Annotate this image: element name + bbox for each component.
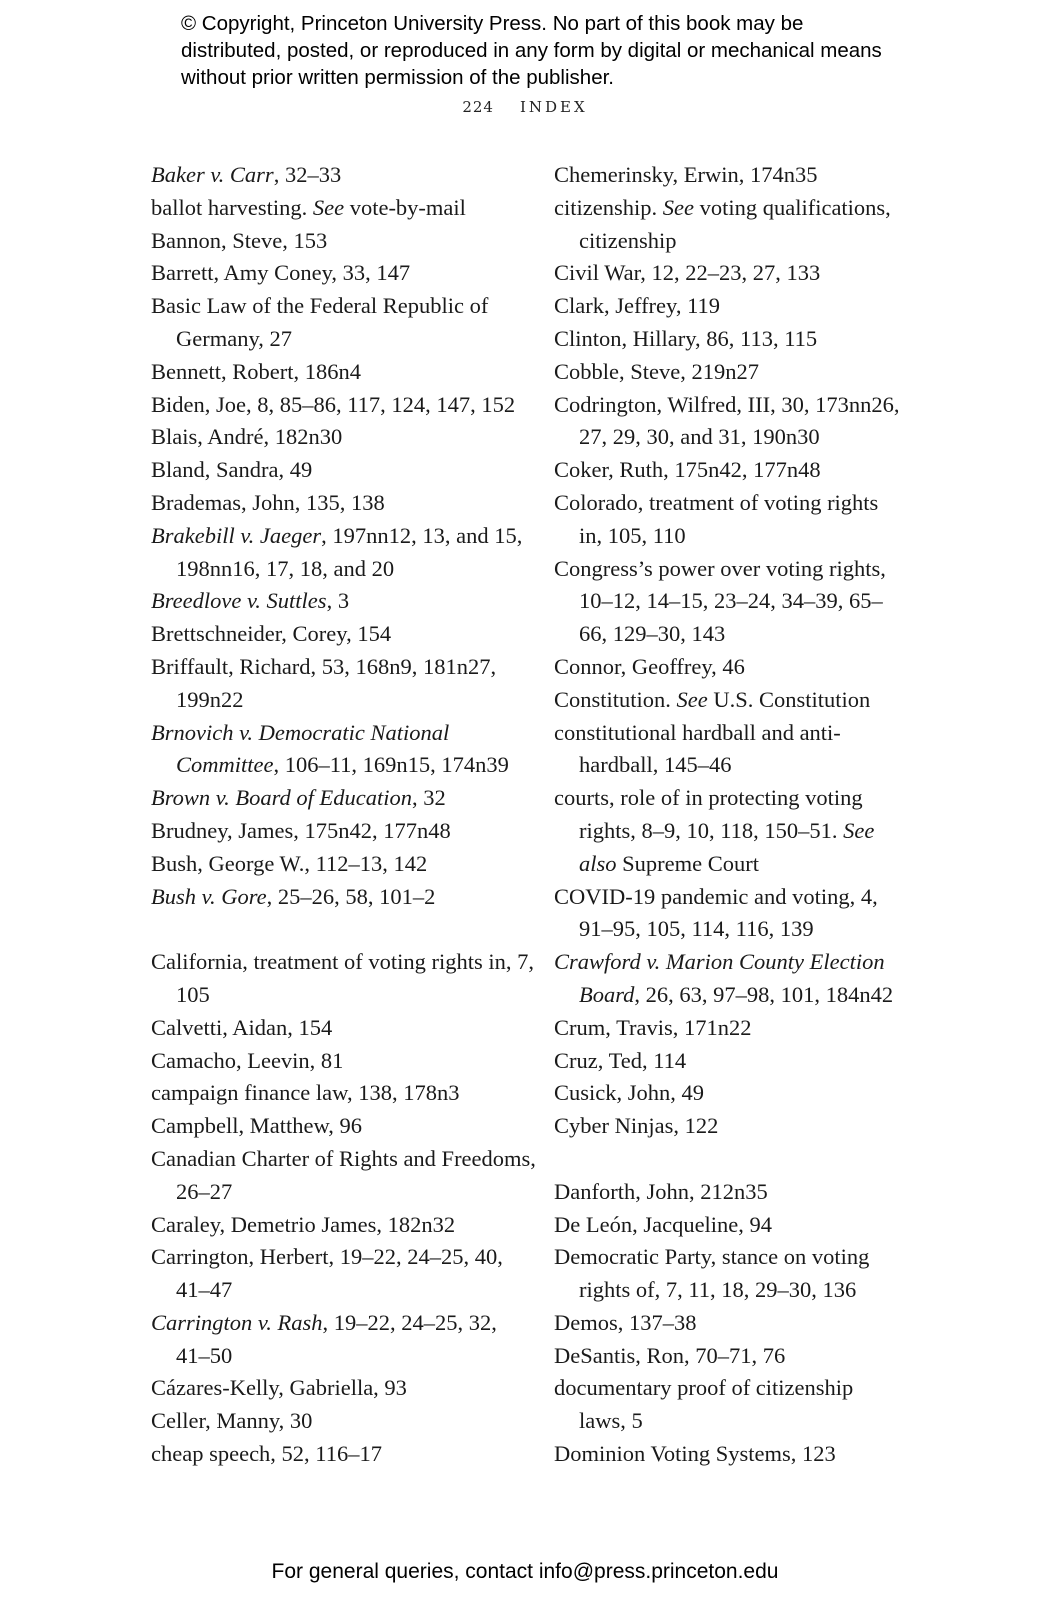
entry-text: Brudney, James, 175n42, 177n48 [151, 817, 451, 843]
entry-text: Chemerinsky, Erwin, 174n35 [554, 162, 818, 187]
index-entry [554, 717, 904, 783]
index-entry [151, 1307, 536, 1373]
index-entry [151, 1077, 536, 1110]
entry-text: Cusick, John, 49 [554, 1080, 705, 1106]
entry-text: COVID-19 pandemic and voting, 4, 91–95, 105, 114, 116, 139 [554, 883, 878, 942]
entry-text: Congress’s power over voting rights, 10–12, 14–15, 23–24, 34–39, 65–66, 129–30, 143 [554, 555, 886, 647]
index-entry [151, 1012, 536, 1045]
entry-text: Democratic Party, stance on voting rights of, 7, 11, 18, 29–30, 136 [554, 1244, 870, 1303]
case-name: Baker v. Carr [151, 162, 274, 187]
index-entry [151, 257, 536, 290]
running-head [0, 98, 1050, 116]
index-entry [554, 192, 904, 258]
index-entry [151, 585, 536, 618]
case-name: Brown v. Board of Education [151, 785, 413, 811]
index-entry [554, 454, 904, 487]
index-entry [151, 1143, 536, 1209]
index-entry [554, 159, 904, 192]
entry-text: courts, role of in protecting voting rights, 8–9, 10, 118, 150–51. [554, 785, 863, 843]
entry-text: Brademas, John, 135, 138 [151, 489, 385, 515]
cross-reference-label: See also [579, 817, 875, 876]
index-entry [151, 815, 536, 848]
entry-text: Cruz, Ted, 114 [554, 1047, 687, 1073]
index-entry [554, 1110, 904, 1143]
index-entry [151, 1438, 536, 1471]
index-entry [151, 192, 536, 225]
index-entry [151, 1045, 536, 1078]
entry-text: Biden, Joe, 8, 85–86, 117, 124, 147, 152 [151, 391, 516, 417]
index-entry [554, 1372, 904, 1438]
index-column-right [554, 159, 904, 1471]
index-entry [554, 1340, 904, 1373]
index-entry [554, 946, 904, 1012]
entry-text: Civil War, 12, 22–23, 27, 133 [554, 260, 821, 286]
entry-text: Clinton, Hillary, 86, 113, 115 [554, 325, 818, 351]
entry-text: DeSantis, Ron, 70–71, 76 [554, 1342, 786, 1368]
entry-text: , 32 [412, 785, 446, 811]
index-entry [151, 782, 536, 815]
cross-reference-label: See [662, 194, 694, 220]
entry-text: Cyber Ninjas, 122 [554, 1113, 719, 1139]
index-entry [554, 651, 904, 684]
index-entry [554, 1077, 904, 1110]
page-number: 224 [462, 98, 494, 116]
entry-text: Danforth, John, 212n35 [554, 1178, 768, 1204]
entry-text: documentary proof of citizenship laws, 5 [554, 1375, 854, 1434]
entry-text: Crum, Travis, 171n22 [554, 1014, 752, 1040]
entry-text: Coker, Ruth, 175n42, 177n48 [554, 457, 821, 483]
index-entry [151, 389, 536, 422]
index-entry [554, 1209, 904, 1242]
entry-text: cheap speech, 52, 116–17 [151, 1441, 382, 1467]
entry-text: constitutional hardball and anti-hardball, 145–46 [554, 719, 841, 778]
index-entry [554, 1307, 904, 1340]
entry-text: Campbell, Matthew, 96 [151, 1113, 363, 1139]
index-entry [554, 1176, 904, 1209]
index-entry [151, 1209, 536, 1242]
entry-text: Dominion Voting Systems, 123 [554, 1441, 836, 1467]
index-entry [554, 323, 904, 356]
entry-text: Connor, Geoffrey, 46 [554, 653, 745, 679]
index-entry [554, 553, 904, 651]
case-name: Carrington v. Rash [151, 1309, 323, 1335]
entry-text: , 25–26, 58, 101–2 [266, 883, 436, 909]
entry-text: Briffault, Richard, 53, 168n9, 181n27, 199n22 [151, 653, 497, 712]
cross-reference-target: U.S. Constitution [707, 686, 871, 712]
case-name: Brakebill v. Jaeger [151, 522, 322, 548]
index-entry [554, 389, 904, 455]
entry-text: Constitution. [554, 686, 677, 712]
entry-text: Cobble, Steve, 219n27 [554, 358, 759, 384]
index-entry [151, 1110, 536, 1143]
case-name: Breedlove v. Suttles [151, 588, 327, 614]
index-entry [554, 684, 904, 717]
index-entry [151, 881, 536, 914]
entry-text: ballot harvesting. [151, 194, 313, 220]
entry-text: , 106–11, 169n15, 174n39 [273, 752, 509, 778]
cross-reference-target: vote-by-mail [344, 194, 466, 220]
entry-text: Bannon, Steve, 153 [151, 227, 328, 253]
index-entry [151, 520, 536, 586]
index-entry [151, 356, 536, 389]
entry-text: Bennett, Robert, 186n4 [151, 358, 361, 384]
entry-text: , 3 [326, 588, 350, 614]
index-entry [151, 290, 536, 356]
index-entry [554, 356, 904, 389]
entry-text: campaign finance law, 138, 178n3 [151, 1080, 460, 1106]
case-name: Brnovich v. Democratic National Committee [151, 719, 450, 778]
entry-text: , 19–22, 24–25, 32, 41–50 [176, 1309, 497, 1368]
index-entry [554, 1438, 904, 1471]
case-name: Bush v. Gore [151, 883, 267, 909]
entry-text: Barrett, Amy Coney, 33, 147 [151, 260, 411, 286]
index-entry [151, 1372, 536, 1405]
entry-text: Celler, Manny, 30 [151, 1408, 313, 1434]
entry-text: Bush, George W., 112–13, 142 [151, 850, 428, 876]
entry-text: Cázares-Kelly, Gabriella, 93 [151, 1375, 407, 1401]
index-entry [151, 1241, 536, 1307]
case-name: Crawford v. Marion County Election Board [554, 949, 885, 1007]
entry-text: , 26, 63, 97–98, 101, 184n42 [634, 981, 894, 1007]
entry-text: Codrington, Wilfred, III, 30, 173nn26, 27, 29, 30, and 31, 190n30 [554, 391, 900, 450]
entry-text: Bland, Sandra, 49 [151, 457, 313, 483]
index-entry [554, 257, 904, 290]
index-entry [151, 1405, 536, 1438]
cross-reference-label: See [676, 686, 708, 712]
cross-reference-target: voting qualifications, citizenship [579, 194, 891, 253]
index-entry [554, 487, 904, 553]
entry-text: Caraley, Demetrio James, 182n32 [151, 1211, 456, 1237]
index-entry [151, 454, 536, 487]
entry-text: Canadian Charter of Rights and Freedoms, 26–27 [151, 1145, 536, 1204]
index-entry [554, 1241, 904, 1307]
index-entry [554, 782, 904, 880]
entry-text: Clark, Jeffrey, 119 [554, 293, 720, 319]
index-entry [151, 225, 536, 258]
entry-text: Calvetti, Aidan, 154 [151, 1014, 333, 1040]
entry-text: De León, Jacqueline, 94 [554, 1211, 773, 1237]
index-entry [151, 487, 536, 520]
index-entry [151, 421, 536, 454]
index-entry [554, 1012, 904, 1045]
index-entry [554, 1045, 904, 1078]
index-entry [151, 618, 536, 651]
entry-text: Carrington, Herbert, 19–22, 24–25, 40, 41–47 [151, 1244, 503, 1303]
entry-text: California, treatment of voting rights in, 7, 105 [151, 949, 535, 1007]
letter-group-gap [151, 913, 536, 946]
entry-text: citizenship. [554, 194, 663, 220]
entry-text: , 32–33 [273, 162, 342, 187]
index-entry [151, 946, 536, 1012]
copyright-notice: © Copyright, Princeton University Press. No part of this book may be distributed, posted, or reproduced in any form by digital or mechanical means without prior written permission of the publisher. [181, 12, 882, 89]
entry-text: , 197nn12, 13, and 15, 198nn16, 17, 18, and 20 [176, 522, 523, 581]
entry-text: Blais, André, 182n30 [151, 424, 343, 450]
entry-text: Demos, 137–38 [554, 1309, 697, 1335]
index-entry [151, 717, 536, 783]
index-entry [151, 651, 536, 717]
index-entry [151, 848, 536, 881]
entry-text: Brettschneider, Corey, 154 [151, 621, 392, 647]
entry-text: Colorado, treatment of voting rights in, 105, 110 [554, 489, 879, 548]
contact-footer: For general queries, contact info@press.princeton.edu [271, 1560, 779, 1583]
index-entry [554, 290, 904, 323]
index-column-left [151, 159, 536, 1471]
index-entry [151, 159, 536, 192]
entry-text: Camacho, Leevin, 81 [151, 1047, 344, 1073]
entry-text: Basic Law of the Federal Republic of Germany, 27 [151, 293, 489, 351]
cross-reference-target: Supreme Court [616, 850, 759, 876]
running-head-title: INDEX [519, 98, 588, 116]
cross-reference-label: See [312, 194, 345, 220]
index-entry [554, 881, 904, 947]
letter-group-gap [554, 1143, 904, 1176]
